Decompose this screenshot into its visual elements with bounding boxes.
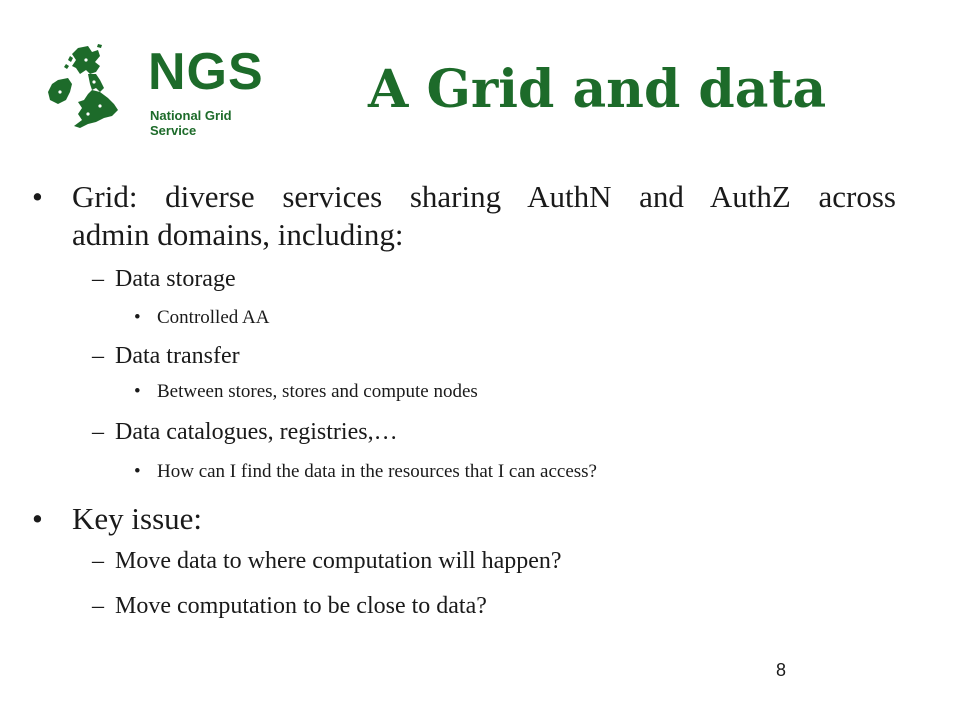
- dash-marker: –: [92, 593, 104, 619]
- uk-map-icon: [40, 44, 144, 134]
- slide-title: A Grid and data: [368, 59, 827, 120]
- bullet-marker: •: [134, 381, 141, 402]
- bullet-marker: •: [134, 307, 141, 328]
- sub-bullet-transfer-text: Data transfer: [115, 343, 240, 369]
- bullet-marker: •: [32, 501, 43, 536]
- bullet-marker: •: [32, 179, 43, 214]
- bullet-grid-line2: admin domains, including:: [72, 217, 404, 252]
- sub-bullet-move-computation-text: Move computation to be close to data?: [115, 593, 487, 619]
- bullet-marker: •: [134, 461, 141, 482]
- sub-bullet-storage-text: Data storage: [115, 266, 236, 292]
- logo-acronym: NGS: [148, 43, 264, 101]
- dash-marker: –: [92, 343, 104, 369]
- dash-marker: –: [92, 419, 104, 445]
- page-number: 8: [776, 660, 787, 680]
- bullet-grid-line1: Grid: diverse services sharing AuthN and AuthZ across: [72, 179, 896, 214]
- sub-sub-bullet-catalogues-text: How can I find the data in the resources that I can access?: [157, 461, 597, 482]
- sub-bullet-catalogues-text: Data catalogues, registries,…: [115, 419, 398, 445]
- ngs-logo: [40, 43, 280, 138]
- sub-sub-bullet-transfer-text: Between stores, stores and compute nodes: [157, 381, 478, 402]
- bullet-key-issue-text: Key issue:: [72, 501, 203, 536]
- dash-marker: –: [92, 266, 104, 292]
- logo-subtitle: National Grid Service: [150, 108, 232, 138]
- sub-sub-bullet-storage-text: Controlled AA: [157, 307, 270, 328]
- sub-bullet-move-data-text: Move data to where computation will happen?: [115, 548, 562, 574]
- dash-marker: –: [92, 548, 104, 574]
